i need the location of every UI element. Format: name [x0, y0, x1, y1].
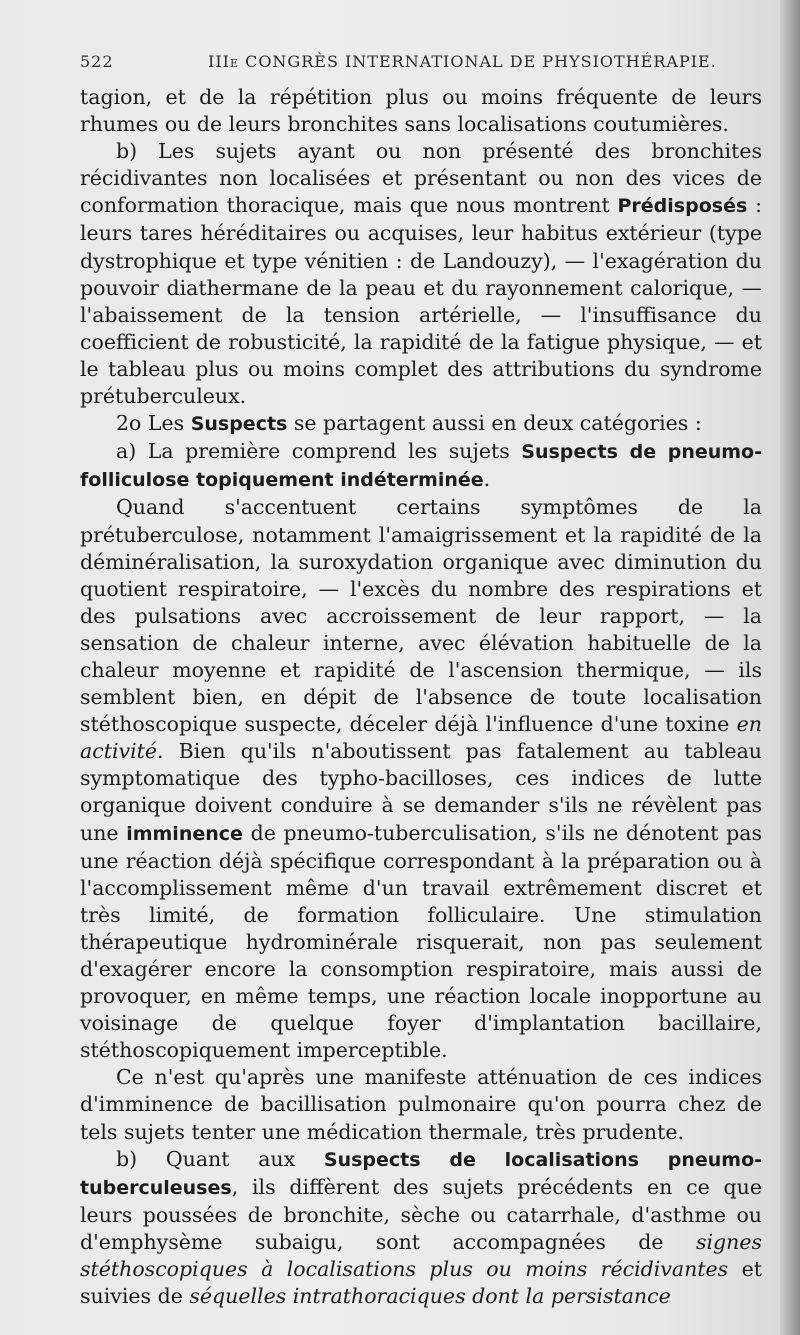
paragraph-7: b) Quant aux Suspects de localisations pneumo-tuberculeuses, ils diffèrent des sujets précédents en ce que leurs poussées de bronchite, sèche ou catarrhale, d'asthme ou d'emphysème subaigu, sont accompagnées de signes stéthoscopiques à localisations plus ou moins récidivantes et suivies de séquelles intrathoraciques dont la persistance — [80, 1146, 763, 1309]
paragraph-4: a) La première comprend les sujets Suspects de pneumo-folliculose topiquement indéterminée. — [80, 439, 762, 492]
paragraph-1: tagion, et de la répétition plus ou moins fréquente de leurs rhumes ou de leurs bronchites sans localisations coutumières. — [80, 85, 762, 137]
paragraph-6: Ce n'est qu'après une manifeste atténuation de ces indices d'imminence de bacillisation pulmonaire qu'on pourra chez de tels sujets tenter une médication thermale, très prudente. — [80, 1065, 762, 1144]
page-edge-shadow — [780, 0, 800, 1335]
paragraph-5: Quand s'accentuent certains symptômes de la prétuberculose, notamment l'amaigrissement et la rapidité de la déminéralisation, la suroxydation organique avec diminution du quotient respiratoire, — l'excès du nombre des respirations et des pulsations avec accroissement de leur rapport, — la sensation de chaleur interne, avec élévation habituelle de la chaleur moyenne et rapidité de l'ascension thermique, — ils semblent bien, en dépit de l'absence de toute localisation stéthoscopique suspecte, déceler déjà l'influence d'une toxine en activité. Bien qu'ils n'aboutissent pas fatalement au tableau symptomatique des typho-bacilloses, ces indices de lutte organique doivent conduire à se demander s'ils ne révèlent pas une imminence de pneumo-tuberculisation, s'ils ne dénotent pas une réaction déjà spécifique correspondant à la préparation ou à l'accomplissement même d'un travail extrêmement discret et très limité, de formation folliculaire. Une stimulation thérapeutique hydrominérale risquerait, non pas seulement d'exagérer encore la consomption respiratoire, mais aussi de provoquer, en même temps, une réaction locale inopportune au voisinage de quelque foyer d'implantation bacillaire, stéthoscopiquement imperceptible. — [80, 495, 762, 1063]
running-title: IIIe CONGRÈS INTERNATIONAL DE PHYSIOTHÉRAPIE. — [208, 52, 717, 71]
paragraph-2: b) Les sujets ayant ou non présenté des bronchites récidivantes non localisées et présentant ou non des vices de conformation thoracique, mais que nous montrent Prédisposés : leurs tares héréditaires ou acquises, leur habitus extérieur (type dystrophique et type vénitien : de Landouzy), — l'exagération du pouvoir diathermane de la peau et du rayonnement calorique, — l'abaissement de la tension artérielle, — l'insuffisance du coefficient de robusticité, la rapidité de la fatigue physique, — et le tableau plus ou moins complet des attributions du syndrome prétuberculeux. — [80, 139, 762, 409]
page-number: 522 — [80, 52, 114, 71]
body-text — [80, 84, 762, 1310]
paragraph-3: 2o Les Suspects se partagent aussi en deux catégories : — [116, 411, 702, 436]
page-header — [80, 52, 760, 78]
